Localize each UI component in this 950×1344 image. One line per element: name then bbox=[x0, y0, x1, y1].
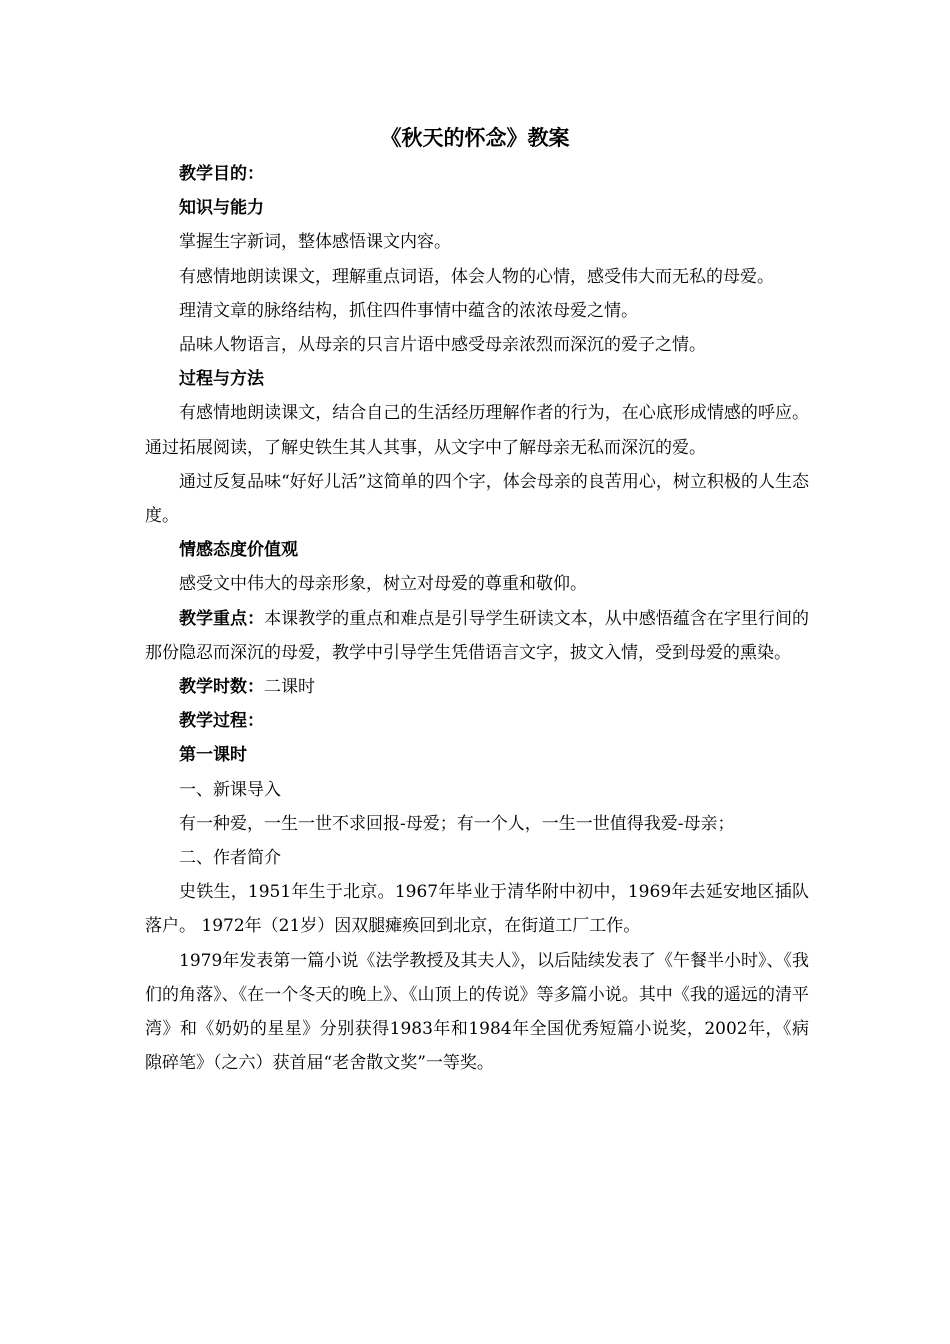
author-paragraph: 1979年发表第一篇小说《法学教授及其夫人》，以后陆续发表了《午餐半小时》、《我们的角落》、《在一个冬天的晚上》、《山顶上的传说》等多篇小说。其中《我的遥远的清平湾》和《奶奶的星星》分别获得1983年和1984年全国优秀短篇小说奖，2002年，《病隙碎笔》（之六）获首届“老舍散文奖”一等奖。 bbox=[145, 950, 809, 1074]
knowledge-item: 掌握生字新词，整体感悟课文内容。 bbox=[179, 232, 451, 253]
emotion-heading: 情感态度价值观 bbox=[179, 540, 298, 561]
section1-heading: 一、新课导入 bbox=[179, 779, 281, 800]
hours-label: 教学时数： bbox=[179, 677, 264, 698]
section2-heading: 二、作者简介 bbox=[179, 848, 281, 869]
key-point-paragraph bbox=[145, 602, 809, 670]
process-heading: 过程与方法 bbox=[179, 369, 264, 390]
lesson1-heading: 第一课时 bbox=[179, 745, 247, 766]
process-item: 有感情地朗读课文，结合自己的生活经历理解作者的行为，在心底形成情感的呼应。通过拓展阅读，了解史铁生其人其事，从文字中了解母亲无私而深沉的爱。 bbox=[145, 403, 809, 458]
knowledge-heading: 知识与能力 bbox=[179, 198, 264, 219]
author-paragraph: 史铁生，1951年生于北京。1967年毕业于清华附中初中，1969年去延安地区插队落户。 1972年（21岁）因双腿瘫痪回到北京，在街道工厂工作。 bbox=[145, 882, 809, 937]
objectives-heading: 教学目的： bbox=[179, 164, 264, 184]
page-title: 《秋天的怀念》教案 bbox=[380, 126, 570, 150]
procedure-heading: 教学过程： bbox=[179, 711, 264, 732]
document-body bbox=[145, 157, 809, 1080]
hours-text: 二课时 bbox=[264, 677, 315, 698]
section1-text: 有一种爱，一生一世不求回报-母爱；有一个人，一生一世值得我爱-母亲； bbox=[179, 813, 735, 834]
hours-paragraph bbox=[145, 670, 809, 704]
emotion-text: 感受文中伟大的母亲形象，树立对母爱的尊重和敬仰。 bbox=[179, 574, 587, 595]
process-item: 通过反复品味“好好儿活”这简单的四个字，体会母亲的良苦用心，树立积极的人生态度。 bbox=[145, 471, 809, 527]
knowledge-item: 品味人物语言，从母亲的只言片语中感受母亲浓烈而深沉的爱子之情。 bbox=[179, 335, 706, 356]
key-point-text: 本课教学的重点和难点是引导学生研读文本，从中感悟蕴含在字里行间的那份隐忍而深沉的母爱，教学中引导学生凭借语言文字，披文入情，受到母爱的熏染。 bbox=[145, 608, 810, 663]
knowledge-item: 理清文章的脉络结构，抓住四件事情中蕴含的浓浓母爱之情。 bbox=[179, 300, 638, 321]
key-point-label: 教学重点： bbox=[179, 608, 265, 629]
knowledge-item: 有感情地朗读课文，理解重点词语，体会人物的心情，感受伟大而无私的母爱。 bbox=[179, 266, 774, 287]
